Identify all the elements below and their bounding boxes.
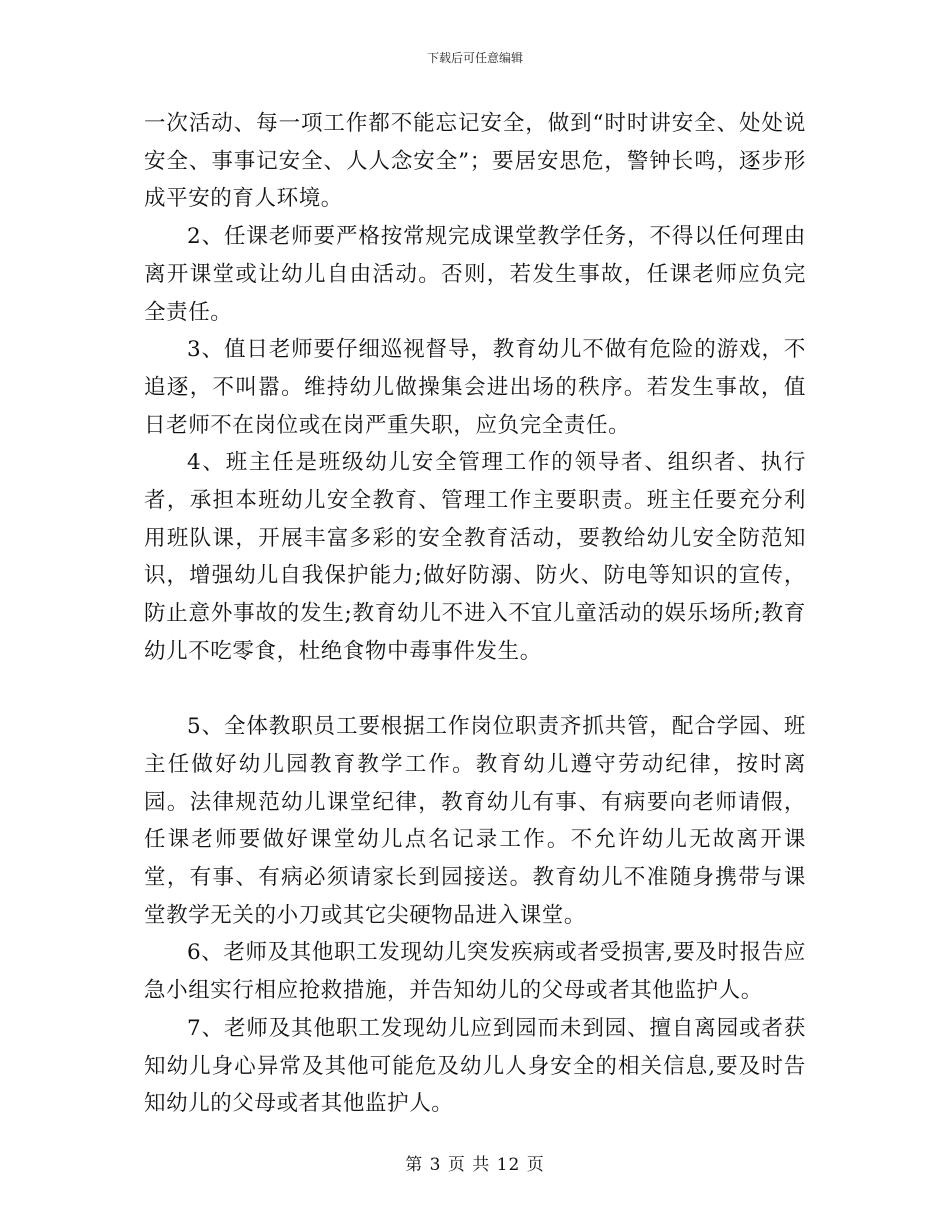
paragraph-continued: 一次活动、每一项工作都不能忘记安全，做到“时时讲安全、处处说安全、事事记安全、人人念安全”；要居安思危，警钟长鸣，逐步形成平安的育人环境。	[144, 111, 806, 212]
document-body	[144, 105, 806, 1123]
paragraph-item-4: 4、班主任是班级幼儿安全管理工作的领导者、组织者、执行者，承担本班幼儿安全教育、管理工作主要职责。班主任要充分利用班队课，开展丰富多彩的安全教育活动，要教给幼儿安全防范知识，增强幼儿自我保护能力;做好防溺、防火、防电等知识的宣传，防止意外事故的发生;教育幼儿不进入不宜儿童活动的娱乐场所;教育幼儿不吃零食，杜绝食物中毒事件发生。	[144, 450, 806, 664]
page-header: 下载后可任意编辑	[426, 51, 523, 65]
paragraph-item-6: 6、老师及其他职工发现幼儿突发疾病或者受损害,要及时报告应急小组实行相应抢救措施，并告知幼儿的父母或者其他监护人。	[144, 940, 806, 1004]
page-number-footer: 第 3 页 共 12 页	[405, 1155, 545, 1175]
paragraph-item-7: 7、老师及其他职工发现幼儿应到园而未到园、擅自离园或者获知幼儿身心异常及其他可能危及幼儿人身安全的相关信息,要及时告知幼儿的父母或者其他监护人。	[144, 1015, 806, 1117]
paragraph-item-5: 5、全体教职员工要根据工作岗位职责齐抓共管，配合学园、班主任做好幼儿园教育教学工作。教育幼儿遵守劳动纪律，按时离园。法律规范幼儿课堂纪律，教育幼儿有事、有病要向老师请假，任课老师要做好课堂幼儿点名记录工作。不允许幼儿无故离开课堂，有事、有病必须请家长到园接送。教育幼儿不准随身携带与课堂教学无关的小刀或其它尖硬物品进入课堂。	[144, 714, 806, 928]
paragraph-gap	[144, 671, 806, 709]
paragraph-item-3: 3、值日老师要仔细巡视督导，教育幼儿不做有危险的游戏，不追逐，不叫嚣。维持幼儿做操集会进出场的秩序。若发生事故，值日老师不在岗位或在岗严重失职，应负完全责任。	[144, 337, 806, 438]
paragraph-item-2: 2、任课老师要严格按常规完成课堂教学任务，不得以任何理由离开课堂或让幼儿自由活动。否则，若发生事故，任课老师应负完全责任。	[144, 224, 806, 325]
